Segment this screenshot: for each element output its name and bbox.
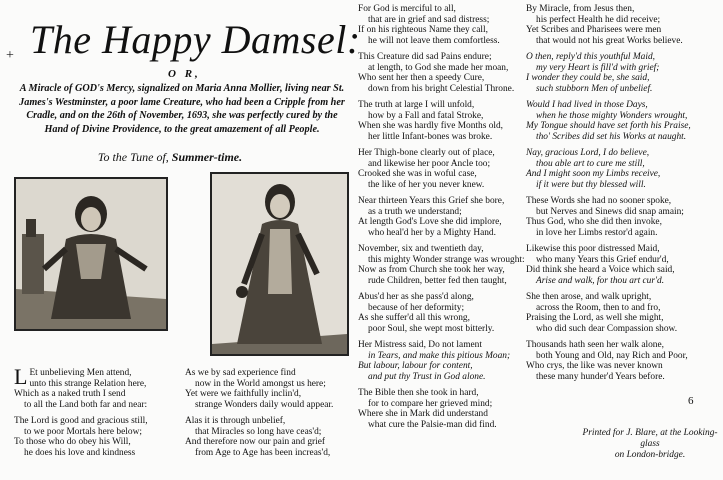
verse-5 <box>526 196 721 238</box>
verse-line: at length, to God she made her moan, <box>368 62 509 73</box>
verse-line: these many hunder'd Years before. <box>536 371 665 382</box>
verse-line: unto this strange Relation here, <box>29 378 147 389</box>
verse-line: To those who do obey his Will, <box>14 437 131 447</box>
verse-line: across the Room, then to and fro, <box>536 302 661 313</box>
verse-line: who did such dear Compassion show. <box>536 323 678 334</box>
verse-line: And I might soon my Limbs receive, <box>526 169 661 179</box>
verse-line: he does his love and kindness <box>24 447 136 458</box>
verse-line: Her Mistress said, Do not lament <box>358 340 482 350</box>
verse-line: from Age to Age has been increas'd, <box>195 447 331 458</box>
verse-line: the like of her you never knew. <box>368 179 485 190</box>
verse-1 <box>185 368 355 410</box>
verse-line: Yet were we faithfully inclin'd, <box>185 389 302 399</box>
verse-line: If on his righteous Name they call, <box>358 25 488 35</box>
verse-8 <box>526 340 721 382</box>
verse-line: Her Thigh-bone clearly out of place, <box>358 148 495 158</box>
verse-line: if it were but thy blessed will. <box>536 179 646 190</box>
verse-line: The truth at large I will unfold, <box>358 100 475 110</box>
printer-line: on London-bridge. <box>614 450 686 460</box>
verse-line: Now as from Church she took her way, <box>358 265 505 275</box>
verse-line: For God is merciful to all, <box>358 4 456 14</box>
verse-line: this mighty Wonder strange was wrought: <box>368 254 525 265</box>
verse-line: Where she in Mark did understand <box>358 409 488 419</box>
verse-line: for to compare her grieved mind; <box>368 398 493 409</box>
verse-line: Nay, gracious Lord, I do believe, <box>526 148 650 158</box>
verse-line: what cure the Palsie-man did find. <box>368 419 497 430</box>
verse-line: thou able art to cure me still, <box>536 158 645 169</box>
verse-6 <box>526 244 721 286</box>
verse-line: Likewise this poor distressed Maid, <box>526 244 660 254</box>
verse-line: strange Wonders daily would appear. <box>195 399 334 410</box>
verse-1 <box>358 4 543 46</box>
verse-line: as a truth we understand; <box>368 206 462 217</box>
verse-line: I wonder they could be, she said, <box>526 73 650 83</box>
verse-line: But labour, labour for content, <box>358 361 473 371</box>
verse-line: My Tongue should have set forth his Praise, <box>526 121 691 131</box>
verse-line: The Bible then she took in hard, <box>358 388 479 398</box>
verse-7 <box>358 292 543 334</box>
verse-4 <box>358 148 543 190</box>
verse-line: Praising the Lord, as well she might, <box>526 313 664 323</box>
woodcut-standing-lady <box>210 172 349 356</box>
verse-2 <box>14 416 204 458</box>
verse-line: By Miracle, from Jesus then, <box>526 4 635 14</box>
verse-3 <box>526 100 721 142</box>
verse-line: poor Soul, she wept most bitterly. <box>368 323 495 334</box>
verse-line: Near thirteen Years this Grief she bore, <box>358 196 505 206</box>
verse-line: that would not his great Works believe. <box>536 35 683 46</box>
printer-imprint <box>580 428 720 461</box>
verse-column-4 <box>526 4 721 388</box>
verse-line: who many Years this Grief endur'd, <box>536 254 669 265</box>
verse-line: when he those mighty Wonders wrought, <box>536 110 688 121</box>
verse-line: This Creature did sad Pains endure; <box>358 52 492 62</box>
ballad-subtitle: A Miracle of GOD's Mercy, signalized on Maria Anna Mollier, living near St. James's Westminster, a poor lame Creature, who had been a Cripple from her Cradle, and on the 26th of November, 1693, she was perfectly cured by the Hand of Divine Providence, to the great amazement of all People. <box>19 83 345 135</box>
tune-name: Summer-time. <box>171 150 243 164</box>
verse-line: November, six and twentieth day, <box>358 244 484 254</box>
corner-mark: 6 <box>688 395 694 407</box>
verse-line: As she suffer'd all this wrong, <box>358 313 470 323</box>
verse-line: Yet Scribes and Pharisees were men <box>526 25 662 35</box>
verse-2 <box>185 416 355 458</box>
verse-line: now in the World amongst us here; <box>195 378 326 389</box>
verse-4 <box>526 148 721 190</box>
verse-line: Et unbelieving Men attend, <box>29 368 132 378</box>
verse-2 <box>358 52 543 94</box>
verse-line: how by a Fall and fatal Stroke, <box>368 110 484 121</box>
verse-line: The Lord is good and gracious still, <box>14 416 148 426</box>
tune-line <box>0 150 340 165</box>
verse-line: Who sent her then a speedy Cure, <box>358 73 485 83</box>
verse-line: such stubborn Men of unbelief. <box>536 83 653 94</box>
verse-line: These Words she had no sooner spoke, <box>526 196 672 206</box>
verse-line: Crooked she was in woful case, <box>358 169 477 179</box>
verse-5 <box>358 196 543 238</box>
verse-line: he will not leave them comfortless. <box>368 35 500 46</box>
verse-2 <box>526 52 721 94</box>
seated-lady-illustration <box>16 179 166 329</box>
verse-line: that Miracles so long have ceas'd; <box>195 426 322 437</box>
verse-line: Thousands hath seen her walk alone, <box>526 340 664 350</box>
verse-line: in Tears, and make this pitious Moan; <box>368 350 511 361</box>
woodcut-seated-lady <box>14 177 168 331</box>
verse-line: When she was hardly five Months old, <box>358 121 504 131</box>
verse-1 <box>14 364 204 410</box>
verse-line: Alas it is through unbelief, <box>185 416 286 426</box>
verse-line: Abus'd her as she pass'd along, <box>358 292 474 302</box>
verse-line: She then arose, and walk upright, <box>526 292 652 302</box>
verse-line: O then, reply'd this youthful Maid, <box>526 52 655 62</box>
verse-line: who heal'd her by a Mighty Hand. <box>368 227 496 238</box>
verse-line: As we by sad experience find <box>185 368 296 378</box>
verse-column-2 <box>185 368 355 464</box>
verse-column-1 <box>14 364 204 464</box>
verse-line: Would I had lived in those Days, <box>526 100 648 110</box>
verse-3 <box>358 100 543 142</box>
verse-line: that are in grief and sad distress; <box>368 14 490 25</box>
verse-line: Thus God, who she did then invoke, <box>526 217 662 227</box>
verse-column-3 <box>358 4 543 436</box>
ballad-title: The Happy Damsel: <box>30 17 361 62</box>
verse-line: At length God's Love she did implore, <box>358 217 502 227</box>
verse-line: my very Heart is fill'd with grief; <box>536 62 660 73</box>
printer-line: Printed for J. Blare, at the Looking-glass <box>582 428 718 449</box>
standing-lady-illustration <box>212 174 347 354</box>
verse-line: rude Children, better fed then taught, <box>368 275 507 286</box>
verse-line: down from his bright Celestial Throne. <box>368 83 515 94</box>
verse-7 <box>526 292 721 334</box>
verse-line: Arise and walk, for thou art cur'd. <box>536 275 665 286</box>
verse-line: And therefore now our pain and grief <box>185 437 326 447</box>
verse-9 <box>358 388 543 430</box>
tune-prefix: To the Tune of, <box>97 150 169 164</box>
verse-line: his perfect Health he did receive; <box>536 14 661 25</box>
verse-line: both Young and Old, nay Rich and Poor, <box>536 350 688 361</box>
cross-mark: + <box>6 48 14 63</box>
verse-line: Who crys, the like was never known <box>526 361 663 371</box>
verse-line: tho' Scribes did set his Works at naught. <box>536 131 687 142</box>
verse-line: because of her deformity; <box>368 302 465 313</box>
verse-line: and put thy Trust in God alone. <box>368 371 486 382</box>
verse-line: and likewise her poor Ancle too; <box>368 158 491 169</box>
verse-line: to all the Land both far and near: <box>24 399 148 410</box>
verse-line: her little Infant-bones was broke. <box>368 131 493 142</box>
verse-1 <box>526 4 721 46</box>
verse-line: Which as a naked truth I send <box>14 389 126 399</box>
verse-line: Did think she heard a Voice which said, <box>526 265 675 275</box>
drop-cap: L <box>14 364 28 389</box>
verse-line: to we poor Mortals here below; <box>24 426 142 437</box>
verse-8 <box>358 340 543 382</box>
or-subtitle: O R, <box>168 68 201 80</box>
verse-line: but Nerves and Sinews did snap amain; <box>536 206 684 217</box>
verse-line: in love her Limbs restor'd again. <box>536 227 658 238</box>
verse-6 <box>358 244 543 286</box>
